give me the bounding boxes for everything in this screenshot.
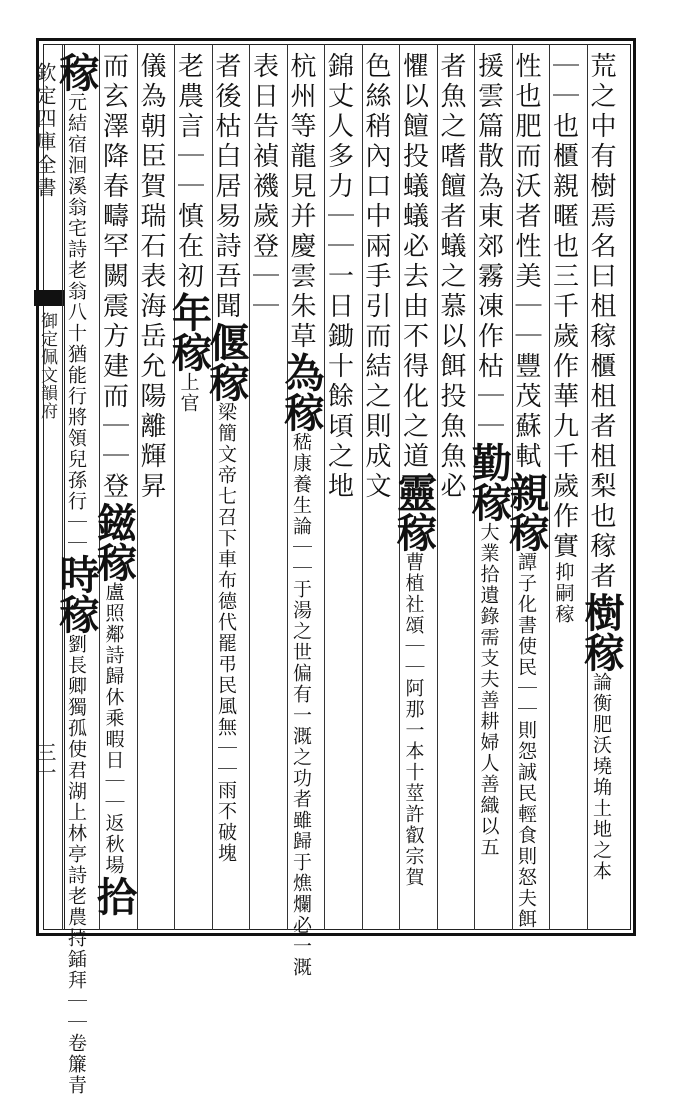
text-column bbox=[138, 52, 174, 924]
body-text: 表日告禎禨歲登｜｜ bbox=[248, 52, 279, 322]
text-column bbox=[203, 52, 250, 924]
text-column bbox=[438, 52, 474, 924]
annotation-text: 大業拾遺錄需支夫善耕婦人善織以五 bbox=[477, 522, 500, 858]
text-column bbox=[278, 52, 325, 978]
text-column bbox=[363, 52, 399, 924]
body-text: 杭州等龍見并慶雲朱草 bbox=[286, 52, 316, 352]
page-number: 三一 bbox=[33, 742, 57, 782]
headword: 親稼 bbox=[503, 472, 550, 552]
body-text: 色絲稍內口中兩手引而結之則成文 bbox=[361, 52, 391, 502]
body-text: ｜｜也櫃親暱也三千歲作華九千歲作實 bbox=[548, 52, 579, 562]
headword: 偃稼 bbox=[203, 322, 250, 402]
body-text: 性也肥而沃者性美｜｜豐茂蘇軾 bbox=[511, 52, 541, 472]
body-text: 老農言｜｜慎在初 bbox=[173, 52, 204, 292]
annotation-text: 譚子化書使民｜｜則怨誠民輕食則怒夫餌 bbox=[515, 552, 537, 930]
text-column bbox=[53, 52, 100, 1096]
headword: 拾 bbox=[90, 876, 138, 916]
headword: 樹稼 bbox=[578, 592, 625, 672]
body-text: 錦丈人多力｜｜一日鋤十餘頃之地 bbox=[323, 52, 354, 502]
headword: 靈稼 bbox=[390, 472, 438, 552]
text-column bbox=[250, 52, 286, 924]
headword: 勤稼 bbox=[465, 442, 513, 522]
headword: 時稼 bbox=[53, 554, 100, 634]
annotation-text: 梁簡文帝七召下車布德代罷弔民風無｜｜雨不破塊 bbox=[215, 402, 237, 864]
body-text: 而玄澤降春疇罕闕震方建而｜｜登 bbox=[98, 52, 129, 502]
annotation-text: 元結宿洄溪翁宅詩老翁八十猶能行將領兒孫行｜｜ bbox=[65, 92, 87, 554]
section-title: 御定佩文韻府 bbox=[37, 312, 57, 420]
text-column bbox=[165, 52, 213, 924]
text-column bbox=[578, 52, 625, 924]
text-column bbox=[90, 52, 138, 924]
annotation-text: 盧照鄰詩歸休乘暇日｜｜返秋場 bbox=[102, 582, 125, 876]
body-text: 荒之中有樹焉名曰柤稼櫃柤者柤梨也稼者 bbox=[586, 52, 616, 592]
body-text: 援雲篇散為東郊霧凍作枯｜｜ bbox=[473, 52, 504, 442]
body-text: 者後枯白居易詩吾聞 bbox=[211, 52, 241, 322]
annotation-text: 抑嗣稼 bbox=[552, 562, 575, 625]
book-title: 欽定四庫全書 bbox=[33, 62, 57, 200]
headword: 稼 bbox=[53, 52, 100, 92]
headword: 年稼 bbox=[165, 292, 213, 372]
body-text: 懼以饘投蟻蟻必去由不得化之道 bbox=[398, 52, 429, 472]
text-column bbox=[390, 52, 438, 924]
text-column bbox=[550, 52, 586, 924]
annotation-text: 劉長卿獨孤使君湖上林亭詩老農持鍤拜｜｜卷簾青 bbox=[65, 634, 87, 1096]
annotation-text: 曹植社頌｜｜阿那一本十莖許叡宗賀 bbox=[402, 552, 425, 888]
annotation-text: 上官 bbox=[177, 372, 200, 414]
headword: 鎡稼 bbox=[90, 502, 138, 582]
text-column bbox=[325, 52, 361, 924]
annotation-text: 嵇康養生論｜｜于湯之世偏有一溉之功者雖歸于燋爛必一溉 bbox=[290, 432, 312, 978]
text-column bbox=[465, 52, 513, 924]
headword: 為稼 bbox=[278, 352, 325, 432]
body-text: 儀為朝臣賀瑞石表海岳允陽離輝昇 bbox=[136, 52, 166, 502]
text-column bbox=[503, 52, 550, 930]
annotation-text: 論衡肥沃墝埆土地之本 bbox=[590, 672, 612, 882]
body-text: 者魚之嗜饘者蟻之慕以餌投魚魚必 bbox=[436, 52, 466, 502]
